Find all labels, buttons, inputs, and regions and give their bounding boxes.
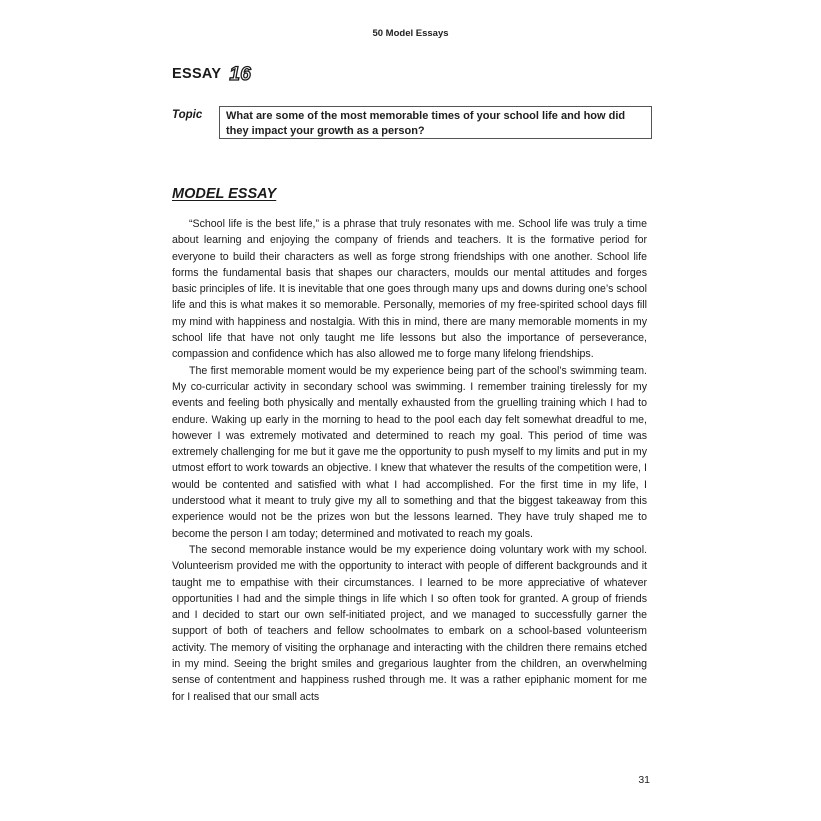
essay-paragraph-1: “School life is the best life,” is a phrase that truly resonates with me. School life was truly a time about learning and enjoying the company of friends and teachers. It is the formative period for everyone to build their characters as well as forge strong friendships with one another. School life forms the fundamental basis that shapes our characters, moulds our mental attitudes and forges basic principles of life. It is inevitable that one goes through many ups and downs during one’s school life and this is what makes it so memorable. Personally, memories of my free-spirited school days fill my mind with happiness and nostalgia. With this in mind, there are many memorable moments in my school life that have not only taught me life lessons but also the importance of perseverance, compassion and confidence which has also allowed me to forge many lifelong friendships.: [172, 218, 647, 361]
essay-body: [172, 216, 647, 705]
model-essay-title: MODEL ESSAY: [172, 186, 277, 202]
essay-paragraph-2: The first memorable moment would be my experience being part of the school’s swimming team. My co-curricular activity in secondary school was swimming. I remember training tirelessly for my events and feeling both physically and mentally exhausted from the gruelling training which I had to endure. Waking up early in the morning to head to the pool each day felt somewhat dreadful to me, however I was extremely motivated and determined to reach my goal. This period of time was extremely challenging for me but it gave me the opportunity to push myself to my limits and put in my utmost effort to work towards an objective. I knew that whatever the results of the competition were, I would be contented and satisfied with what I had accomplished. For the first time in my life, I understood what it meant to truly give my all to something and that the biggest takeaway from this experience would not be the prizes won but the lessons learned. They have truly shaped me to become the person I am today; determined and motivated to reach my goals.: [172, 364, 647, 540]
essay-label: ESSAY: [172, 66, 222, 82]
topic-question-box: What are some of the most memorable times of your school life and how did they impact your growth as a person?: [219, 106, 652, 139]
topic-label: Topic: [172, 109, 203, 121]
running-head: 50 Model Essays: [372, 28, 449, 39]
essay-number: 16: [229, 64, 252, 85]
page-number: 31: [638, 774, 650, 786]
essay-paragraph-3: The second memorable instance would be my experience doing voluntary work with my school. Volunteerism provided me with the opportunity to interact with people of different backgrounds and it taught me to empathise with their circumstances. I learned to be more appreciative of whatever opportunities I had and the simple things in life which I so often took for granted. A group of friends and I decided to start our own self-initiated project, and we managed to successfully garner the support of both of teachers and fellow schoolmates to embark on a school-based volunteerism activity. The memory of visiting the orphanage and interacting with the children there remains etched in my mind. Seeing the bright smiles and gregarious laughter from the children, an overwhelming sense of contentment and happiness rushed through me. It was a rather epiphanic moment for me for I realised that our small acts: [172, 543, 647, 703]
essay-heading: [172, 64, 251, 86]
